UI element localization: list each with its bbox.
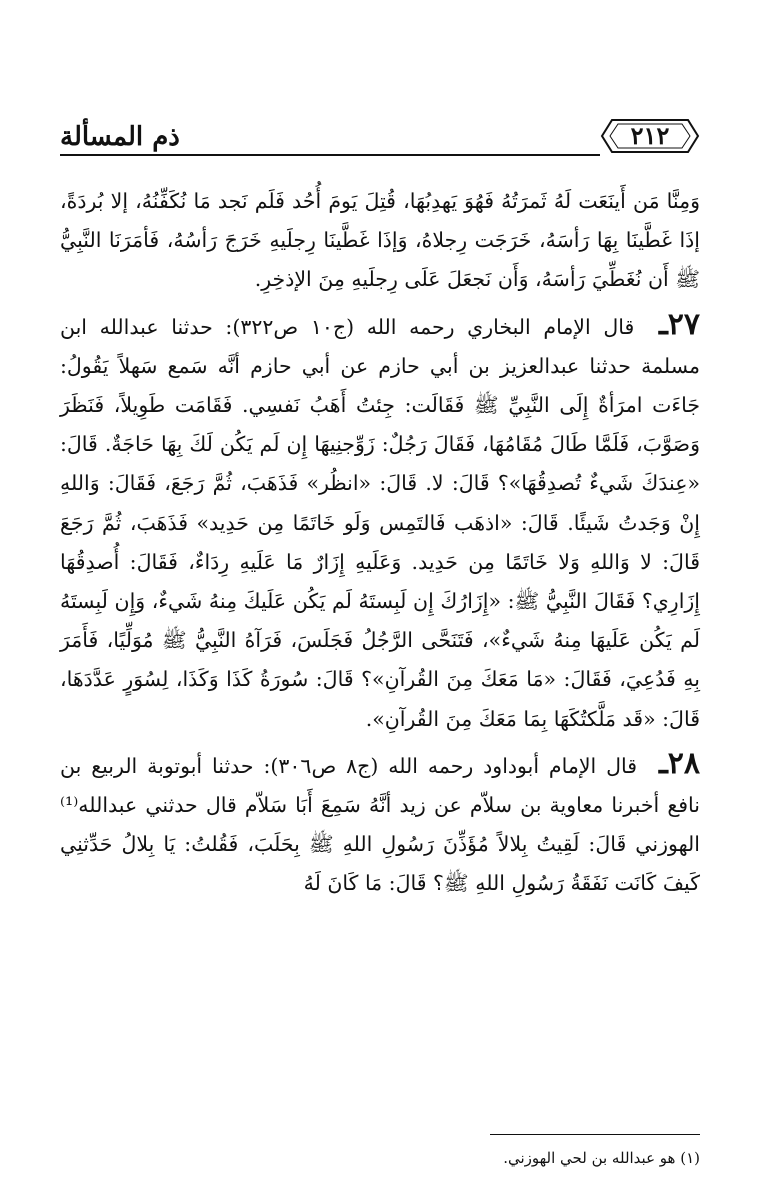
- page-number-frame: [600, 116, 700, 156]
- page-number: ٢١٢: [630, 121, 670, 150]
- hadith-number: ٢٧ـ: [658, 306, 700, 342]
- hadith-number: ٢٨ـ: [658, 745, 700, 781]
- page-header: [60, 110, 700, 170]
- main-text: [60, 182, 700, 904]
- footnote: (١) هو عبدالله بن لحي الهوزني.: [503, 1149, 700, 1167]
- footnote-rule: [490, 1134, 700, 1135]
- paragraph-continuation: [60, 182, 700, 300]
- hadith-text: قال الإمام البخاري رحمه الله (ج١٠ ص٣٢٢): حدثنا عبدالله ابن مسلمة حدثنا عبدالعزيز بن أبي حازم عن أبي حازم أنَّه سَمع سَهلاً يَقُولُ: جَاءَت امرَأةٌ إِلَى النَّبِيِّ ﷺ فَقَالَت: جِئتُ أَهَبُ نَفسِي. فَقَامَت طَوِيلاً، فَنَظَرَ وَصَوَّبَ، فَلَمَّا طَالَ مُقَامُهَا، فَقَالَ رَجُلٌ: زَوِّجنِيهَا إِن لَم يَكُن لَكَ بِهَا حَاجَةٌ. قَالَ: «عِندَكَ شَيءٌ تُصدِقُهَا»؟ قَالَ: لا. قَالَ: «انظُر» فَذَهَبَ، ثُمَّ رَجَعَ، فَقَالَ: وَاللهِ إِنْ وَجَدتُ شَيئًا. قَالَ: «اذهَب فَالتَمِس وَلَو خَاتَمًا مِن حَدِيد» فَذَهَبَ، ثُمَّ رَجَعَ قَالَ: لا وَاللهِ وَلا خَاتَمًا مِن حَدِيد. وَعَلَيهِ إِزَارٌ مَا عَلَيهِ رِدَاءٌ، فَقَالَ: أُصدِقُهَا إِزَارِي؟ فَقَالَ النَّبِيُّ ﷺ: «إِزَارُكَ إِن لَبِستَهُ لَم يَكُن عَلَيكَ مِنهُ شَيءٌ، وَإِن لَبِستَهُ لَم يَكُن عَلَيهَا مِنهُ شَيءٌ»، فَتَنَحَّى الرَّجُلُ فَجَلَسَ، فَرَآهُ النَّبِيُّ ﷺ مُوَلِّيًا، فَأَمَرَ بِهِ فَدُعِيَ، فَقَالَ: «مَا مَعَكَ مِنَ القُرآنِ»؟ قَالَ: سُورَةُ كَذَا وَكَذَا، لِسُوَرٍ عَدَّدَهَا، قَالَ: «قَد مَلَّكتُكَهَا بِمَا مَعَكَ مِنَ القُرآنِ».: [60, 314, 700, 731]
- hadith-28: [60, 747, 700, 904]
- book-title: ذم المسألة: [60, 120, 188, 154]
- hadith-27: [60, 308, 700, 739]
- hadith-text: قال الإمام أبوداود رحمه الله (ج٨ ص٣٠٦): حدثنا أبوتوبة الربيع بن نافع أخبرنا معاوية بن سلاّم عن زيد أنَّهُ سَمِعَ أَبَا سَلاّم قال حدثني عبدالله⁽¹⁾ الهوزني قَالَ: لَقِيتُ بِلالاً مُؤَذِّنَ رَسُولِ اللهِ ﷺ بِحَلَبَ، فَقُلتُ: يَا بِلالُ حَدِّثنِي كَيفَ كَانَت نَفَقَةُ رَسُولِ اللهِ ﷺ؟ قَالَ: مَا كَانَ لَهُ: [60, 753, 700, 896]
- paragraph-text: وَمِنَّا مَن أَينَعَت لَهُ ثَمرَتُهُ فَهُوَ يَهدِبُهَا، قُتِلَ يَومَ أُحُد فَلَم نَجد مَا نُكَفِّنُهُ، إلا بُردَةً، إذَا غَطَّينَا بِهَا رَأسَهُ، خَرَجَت رِجلاهُ، وَإذَا غَطَّينَا رِجلَيهِ خَرَجَ رَأسُهُ، فَأمَرَنَا النَّبِيُّ ﷺ أَن نُغَطِّيَ رَأسَهُ، وَأَن نَجعَلَ عَلَى رِجلَيهِ مِنَ الإذخِرِ.: [60, 189, 700, 292]
